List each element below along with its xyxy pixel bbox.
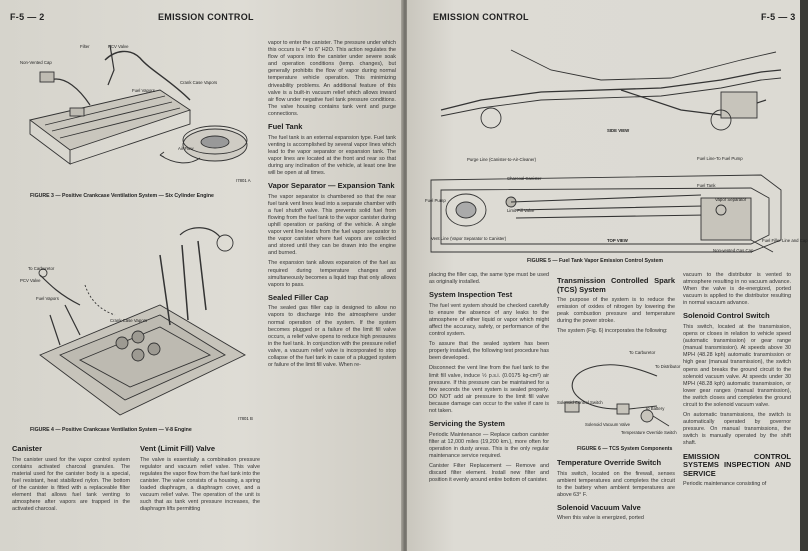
fig3-label-fuel-vapors: Fuel Vapors [132,88,155,93]
fig4-label-pcv: PCV Valve [20,278,41,283]
vent-valve-column [140,440,260,516]
canister-heading: Canister [12,444,43,453]
tcs-text-1: The purpose of the system is to reduce the emission of oxides of nitrogen by lowering the peak combustion pressure and temperature during the power stroke. [557,297,675,325]
sol-valve-text: When this valve is energized, ported [557,515,644,522]
left-right-column [268,40,396,372]
canister-column [12,440,130,516]
fig6-label-battery: To Battery [645,406,665,411]
vent-valve-continued: vapor to enter the canister. The pressure under which this occurs is 4" to 6" H2O. This action regulates the flow of vapors into the canister under severe soak and operation conditions (temp. changes), but generally prohibits the flow of vapor during normal temperature vehicle operation. This minimizing driveability problems. An additional feature of this valve is a built-in vacuum relief which allows inward air flow under negative fuel tank pressure conditions. The valve housing contains tank vent and purge connections. [268,40,396,117]
fig6-label-dist: To Distributor [655,364,681,369]
right-column-3 [683,272,791,491]
fig5-label-fuel-pump: Fuel Pump [425,198,446,203]
servicing-text-2: Canister Filter Replacement — Remove and discard filter element. Install new filter and position it evenly around entire bottom of canister. [429,462,549,484]
side-view-label: SIDE VIEW [607,128,630,133]
sealed-cap-heading: Sealed Filler Cap [268,292,329,302]
fig4-label-carb: To Carburetor [28,266,55,271]
sealed-cap-continued: placing the filler cap, the same type must be used as originally installed. [429,272,549,286]
fig5-label-limit-fill: Limit Fill Valve [507,208,535,213]
fig3-label-cap: Non-Vented Cap [20,60,52,65]
fuel-tank-heading: Fuel Tank [268,122,303,132]
tcs-heading: Transmission Controlled Spark (TCS) System [557,276,675,294]
fig3-label-filter: Filter [80,44,90,49]
vapor-separator-text-1: The vapor separator is chambered so that the rear fuel tank vent lines lead into a separate chamber with a fuel shutoff valve. This prevents solid fuel from flowing from the fuel tank to the vapor canister during uphill operation or parking of the vehicle. A single vapor vent line leads from the fuel vapor separator to the vapor canister where fuel vapors are collected and stored until they can be drawn into the engine and burned. [268,193,396,257]
fig6-label-sol-switch: Solenoid Control Switch [557,400,603,405]
sol-control-text: This switch, located at the transmission, opens or closes in relation to vehicle speed (automatic transmission) or gear range (manual transmission). At speeds above 30 MPH (48.28 kph) automatic transmission or high gear (manual transmission), the switch opens and breaks the ground circuit to the solenoid vacuum valve. At speeds under 30 MPH (48.28 kph) automatic transmission, or lower gear ranges (manual transmission), the switch closes and completes the ground circuit to the solenoid vacuum valve. [683,323,791,408]
figure-4-caption: FIGURE 4 — Positive Crankcase Ventilation System — V-8 Engine [30,427,192,433]
temp-switch-text: This switch, located on the firewall, senses ambient temperatures and completes the circuit to the battery when ambient temperatures are above 63° F. [557,470,675,498]
fig6-label-temp: Temperature Override Switch [621,430,677,435]
right-column-2 [557,272,675,338]
right-page-header: EMISSION CONTROL [433,12,529,22]
fig5-label-filler: Fuel Filler Line and Cap [762,238,808,243]
right-page-number: F-5 — 3 [761,12,796,22]
inspection-heading: System Inspection Test [429,290,513,300]
fig5-label-purge: Purge Line (Canister-to-Air-Cleaner) [467,157,537,162]
fig5-label-fuel-tank: Fuel Tank [697,183,716,188]
fig5-label-charcoal: Charcoal Canister [507,176,542,181]
left-page-header: EMISSION CONTROL [158,12,254,22]
fig5-label-fuel-line: Fuel Line-To Fuel Pump [697,156,743,161]
sealed-cap-text: The sealed gas filler cap is designed to allow no vapors to discharge into the atmosphere under normal operation of the system. If the system becomes plugged or a failure of the limit fill valve occurs, a relief valve opens to reduce high pressures in the fuel tank. In conjunction with the pressure relief valve, a vacuum relief valve is incorporated to stop collapse of the fuel tank in case of a plugged system or failure of the limit fill valve. When re- [268,305,396,369]
fig6-label-carb: To Carburetor [629,350,656,355]
fig5-label-vent-line: Vent Line (Vapor Separator to Canister) [431,236,507,241]
fig3-label-air-flow: Air Flow [178,146,194,151]
fig4-code: I7801 B [238,416,253,421]
right-page [407,0,808,551]
left-page-number: F-5 — 2 [10,12,45,22]
fig4-label-crank: Crank Case Vapors [110,318,148,323]
emission-systems-heading: EMISSION CONTROL SYSTEMS INSPECTION AND SERVICE [683,451,791,478]
fig4-label-fuel-vapors: Fuel Vapors [36,296,59,301]
fig6-label-sol-valve: Solenoid Vacuum Valve [585,422,630,427]
fig5-label-vapor-sep: Vapor Separator [715,197,747,202]
right-column-2-bottom [557,454,675,525]
sol-valve-continued: vacuum to the distributor is vented to atmosphere resulting in no vacuum advance. When the valve is de-energized, ported vacuum is applied to the distributor resulting in normal vacuum advance. [683,272,791,307]
vent-valve-text: The valve is essentially a combination pressure regulator and vacuum relief valve. This valve regulates the vapor flow from the fuel tank into the canister. The valve consists of a housing, a spring loaded diaphragm, a diaphragm cover, and a vacuum relief valve. The operation of the unit is such that as tank vent pressure increases, the diaphragm lifts permitting [140,456,260,513]
servicing-heading: Servicing the System [429,419,505,429]
emission-systems-text: Periodic maintenance consisting of [683,481,767,488]
fig5-label-cap: Non-vented Gas Cap [713,248,754,253]
vapor-separator-text-2: The expansion tank allows expansion of the fuel as required during temperature changes and simultaneously becomes a liquid trap that only allows vapors to pass. [268,260,396,288]
tcs-text-2: The system (Fig. 6) incorporates the following: [557,328,668,335]
sol-control-heading: Solenoid Control Switch [683,311,770,321]
figure-6-caption: FIGURE 6 — TCS System Components [577,446,673,452]
figure-3-illustration [10,30,260,190]
fig3-code: I7801 A [236,178,251,183]
inspection-text-1: The fuel vent system should be checked carefully to ensure the absence of any leaks to the atmosphere of either liquid or vapor which might affect the accuracy, safety, or performance of the control system. [429,302,549,338]
fig3-label-crank-vapors: Crank Case Vapors [180,80,218,85]
inspection-text-2: To assure that the sealed system has been properly installed, the following test procedure has been developed. [429,341,549,362]
vent-valve-heading: Vent (Limit Fill) Valve [140,444,216,453]
canister-text: The canister used for the vapor control system contains activated charcoal granules. The material used for the canister body is a special, fuel resistant, heat stabilized nylon. The bottom of the canister is fitted with a replaceable filter element that allows fuel tank venting to atmosphere after vapors are trapped in the activated charcoal. [12,456,130,513]
sol-valve-heading: Solenoid Vacuum Valve [557,502,641,512]
inspection-text-3: Disconnect the vent line from the fuel tank to the limit fill valve, induce ½ p.s.i. (0.0175 kg-cm²) air pressure. If this pressure can be maintained for a few seconds the vent system is sealed properly. DO NOT add air pressure to the limit fill valve because damage can occur to the valve if care is not taken. [429,365,549,414]
right-column-1 [429,272,549,487]
vapor-separator-heading: Vapor Separator — Expansion Tank [268,181,395,191]
figure-5-caption: FIGURE 5 — Fuel Tank Vapor Emission Control System [527,258,663,264]
top-view-label: TOP VIEW [607,238,628,243]
servicing-text-1: Periodic Maintenance — Replace carbon canister filter at 12,000 miles (19,200 km.), more often for operation in dusty areas. This is the only regular maintenance service required. [429,431,549,459]
left-page [0,0,403,551]
sol-control-text-2: On automatic transmissions, the switch is automatically operated by governor pressure. On manual transmissions, the switch is manually operated by the shift shaft. [683,412,791,447]
fig3-label-pcv: PCV Valve [108,44,129,49]
fuel-tank-text: The fuel tank is an external expansion type. Fuel tank venting is accomplished by several vapor lines which lead to the vapor separator or expansion tank. The vapor lines are located at the front and rear so that during any inclination of the vehicle, at least one line will be open at all times. [268,134,396,176]
figure-5-illustration [421,30,793,258]
figure-3-caption: FIGURE 3 — Positive Crankcase Ventilation System — Six Cylinder Engine [30,193,214,199]
temp-switch-heading: Temperature Override Switch [557,458,662,467]
